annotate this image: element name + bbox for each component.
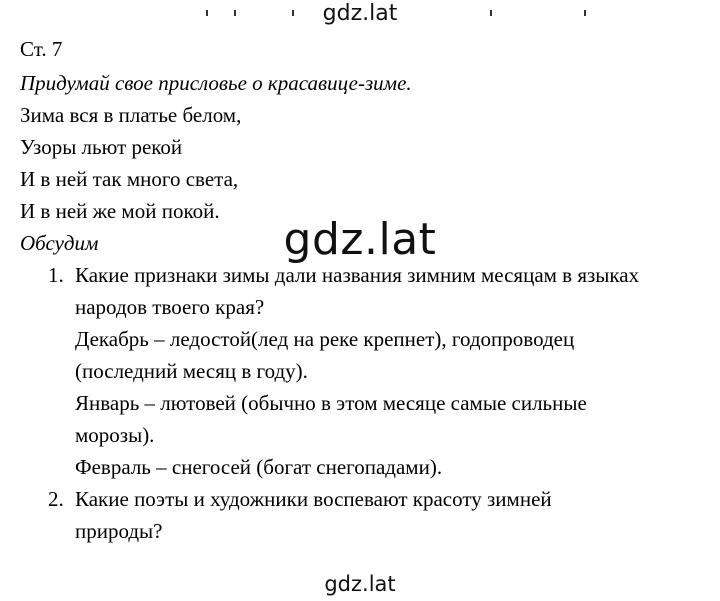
poem-line: Узоры льют рекой	[20, 135, 183, 159]
question-text: природы?	[75, 519, 163, 543]
task-prompt: Придумай свое присловье о красавице-зиме.	[20, 71, 412, 95]
answer-text: (последний месяц в году).	[75, 359, 308, 383]
answer-text: Январь – лютовей (обычно в этом месяце самые сильные	[75, 391, 587, 415]
poem-line: И в ней же мой покой.	[20, 199, 220, 223]
answer-text: морозы).	[75, 423, 155, 447]
question-text: Какие поэты и художники воспевают красоту зимней	[75, 487, 552, 511]
watermark-center: gdz.lat	[283, 214, 437, 265]
poem-line: И в ней так много света,	[20, 167, 239, 191]
answer-text: Декабрь – ледостой(лед на реке крепнет), годопроводец	[75, 327, 575, 351]
page-heading: Ст. 7	[20, 37, 63, 61]
poem-line: Зима вся в платье белом,	[20, 103, 242, 127]
question-text: народов твоего края?	[75, 295, 265, 319]
list-number: 2.	[48, 487, 64, 511]
answer-text: Февраль – снегосей (богат снегопадами).	[75, 455, 443, 479]
question-text: Какие признаки зимы дали названия зимним месяцам в языках	[75, 263, 640, 287]
watermark-top: gdz.lat	[322, 1, 398, 26]
watermark-bottom: gdz.lat	[324, 572, 396, 596]
list-number: 1.	[48, 263, 64, 287]
discuss-title: Обсудим	[20, 231, 99, 255]
